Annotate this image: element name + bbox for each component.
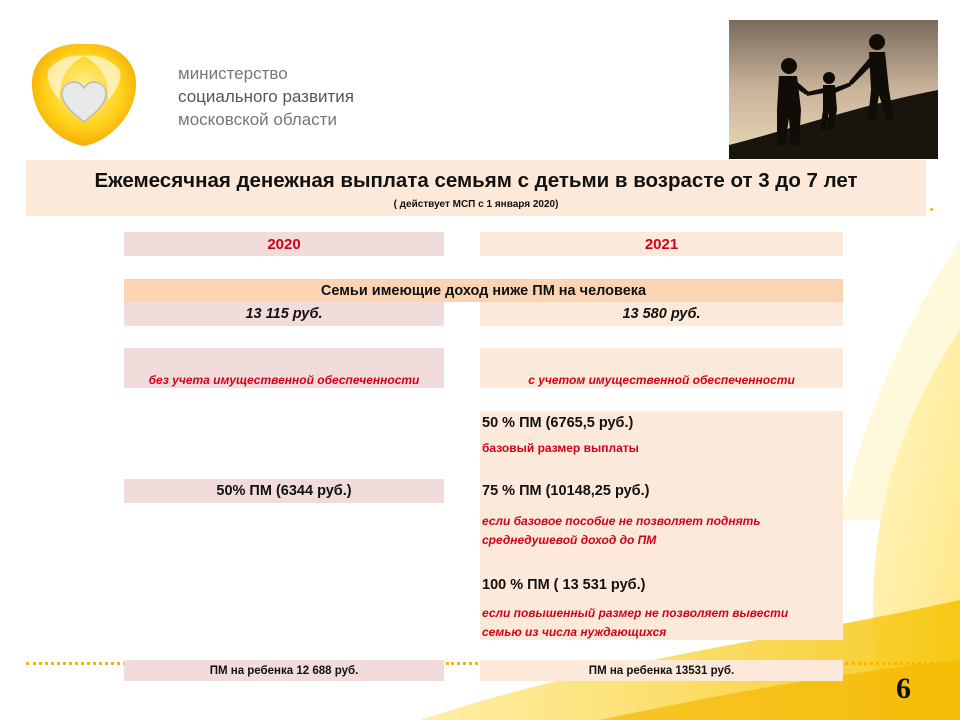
payment-2021-increased-note-1: если базовое пособие не позволяет поднять (482, 514, 761, 528)
payment-2021-full-note-2: семью из числа нуждающихся (482, 625, 667, 639)
family-silhouette-photo (729, 20, 938, 159)
income-threshold-header: Семьи имеющие доход ниже ПМ на человека (124, 279, 843, 302)
title-dot (930, 208, 933, 211)
payment-2021-full-note-1: если повышенный размер не позволяет вывести (482, 606, 789, 620)
page-number: 6 (896, 672, 911, 705)
payment-2021-base-note: базовый размер выплаты (482, 441, 639, 455)
ministry-line-1: министерство (178, 64, 288, 83)
payment-2021-full-amount: 100 % ПМ ( 13 531 руб.) (482, 577, 646, 593)
dotted-divider-middle (446, 662, 478, 665)
year-2020-header: 2020 (124, 232, 444, 256)
payment-2020-amount: 50% ПМ (6344 руб.) (124, 479, 444, 503)
payment-2021-increased-amount: 75 % ПМ (10148,25 руб.) (482, 483, 650, 499)
income-2020: 13 115 руб. (124, 302, 444, 326)
year-2021-header: 2021 (480, 232, 843, 256)
page-subtitle: ( действует МСП с 1 января 2020) (393, 198, 559, 210)
heart-in-hands-logo (28, 40, 140, 148)
ministry-line-2: социального развития (178, 87, 354, 106)
payment-2021-base-amount: 50 % ПМ (6765,5 руб.) (482, 415, 634, 431)
child-pm-2021: ПМ на ребенка 13531 руб. (480, 660, 843, 681)
income-2021: 13 580 руб. (480, 302, 843, 326)
child-pm-2020: ПМ на ребенка 12 688 руб. (124, 660, 444, 681)
title-block (26, 160, 926, 216)
ministry-line-3: московской области (178, 110, 337, 129)
payments-2021-block (480, 411, 843, 640)
dotted-divider-right (845, 662, 933, 665)
payment-2021-increased-note-2: среднедушевой доход до ПМ (482, 533, 657, 547)
dotted-divider-left (26, 662, 126, 665)
property-condition-2020: без учета имущественной обеспеченности (124, 348, 444, 388)
page-title: Ежемесячная денежная выплата семьям с детьми в возрасте от 3 до 7 лет (94, 168, 858, 192)
property-condition-2021: с учетом имущественной обеспеченности (480, 348, 843, 388)
